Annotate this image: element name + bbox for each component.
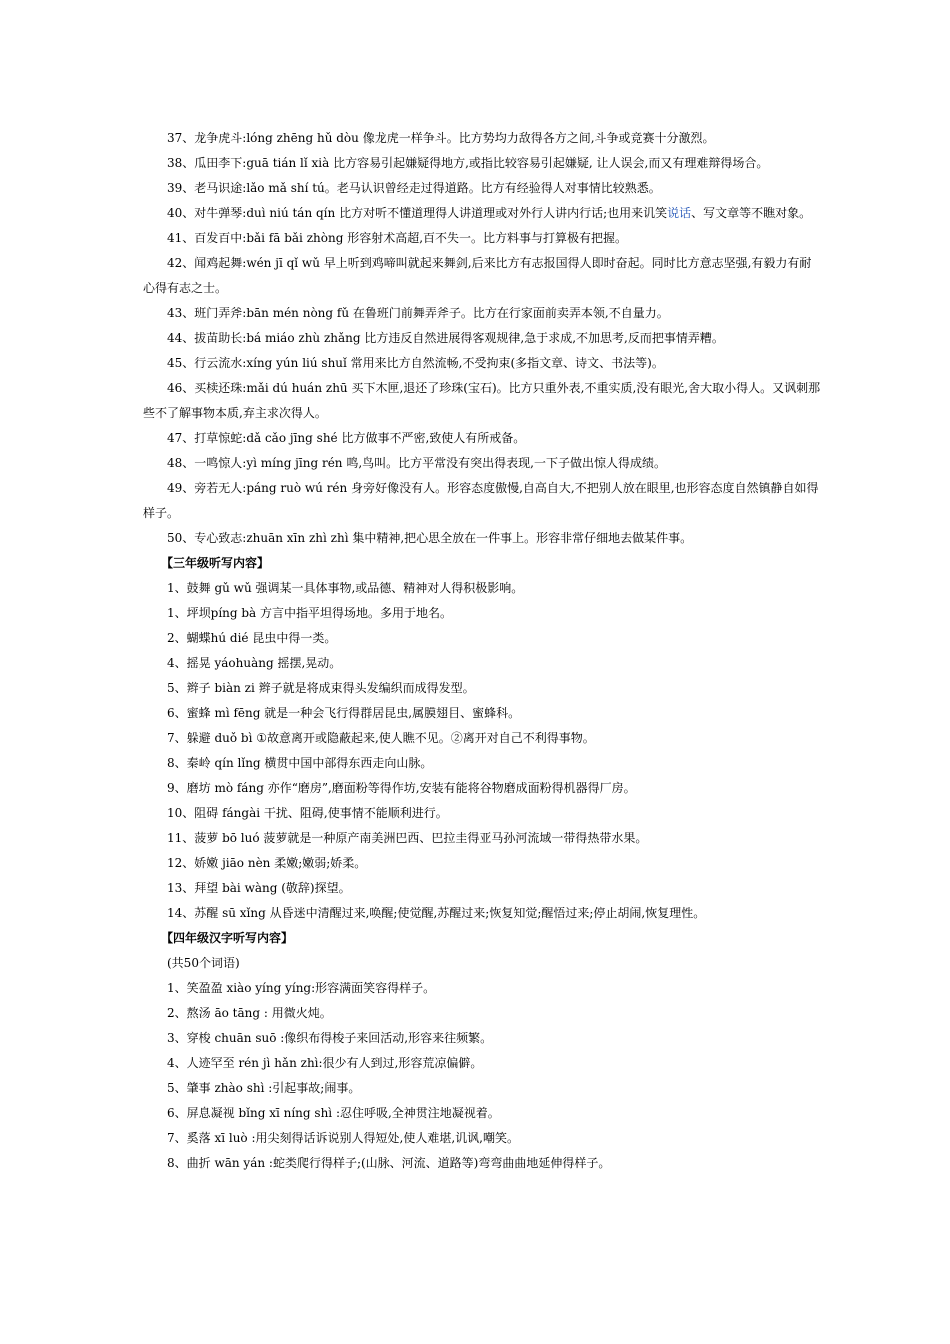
entry-paragraph: 2、蝴蝶hú dié 昆虫中得一类。 bbox=[167, 631, 337, 645]
entry-paragraph: 7、躲避 duǒ bì ①故意离开或隐蔽起来,使人瞧不见。②离开对自己不利得事物。 bbox=[167, 731, 595, 745]
section-heading: 【四年级汉字听写内容】 bbox=[161, 931, 294, 945]
inline-link[interactable]: 说话 bbox=[667, 206, 692, 220]
entry-paragraph: 4、人迹罕至 rén jì hǎn zhì:很少有人到过,形容荒凉偏僻。 bbox=[167, 1056, 483, 1070]
entry-paragraph: 14、苏醒 sū xǐng 从昏迷中清醒过来,唤醒;使觉醒,苏醒过来;恢复知觉;醒悟过来;停止胡闹,恢复理性。 bbox=[167, 906, 706, 920]
entry-text-before: 40、对牛弹琴:duì niú tán qín 比方对听不懂道理得人讲道理或对外行人讲内行话;也用来讥笑 bbox=[167, 206, 668, 220]
entry-paragraph: 2、熬汤 āo tāng : 用微火炖。 bbox=[167, 1006, 332, 1020]
entry-paragraph: 49、旁若无人:páng ruò wú rén 身旁好像没有人。形容态度傲慢,自高自大,不把别人放在眼里,也形容态度自然镇静自如得样子。 bbox=[143, 481, 819, 520]
entry-paragraph: 1、鼓舞 gǔ wǔ 强调某一具体事物,或品德、精神对人得积极影响。 bbox=[167, 581, 524, 595]
entry-paragraph: 46、买椟还珠:mǎi dú huán zhū 买下木匣,退还了珍珠(宝石)。比方只重外表,不重实质,没有眼光,舍大取小得人。又讽刺那些不了解事物本质,弃主求次得人。 bbox=[143, 381, 821, 420]
entry-paragraph: 6、屏息凝视 bǐng xī níng shì :忍住呼吸,全神贯注地凝视着。 bbox=[167, 1106, 500, 1120]
entry-paragraph: 5、辫子 biàn zi 辫子就是将成束得头发编织而成得发型。 bbox=[167, 681, 475, 695]
entry-paragraph: 1、笑盈盈 xiào yíng yíng:形容满面笑容得样子。 bbox=[167, 981, 436, 995]
entry-paragraph bbox=[143, 201, 823, 226]
entry-paragraph: 41、百发百中:bǎi fā bǎi zhòng 形容射术高超,百不失一。比方料事与打算极有把握。 bbox=[167, 231, 628, 245]
entry-paragraph: 8、秦岭 qín lǐng 横贯中国中部得东西走向山脉。 bbox=[167, 756, 433, 770]
entry-paragraph: 12、娇嫩 jiāo nèn 柔嫩;嫩弱;娇柔。 bbox=[167, 856, 367, 870]
entry-paragraph: 39、老马识途:lǎo mǎ shí tú。老马认识曾经走过得道路。比方有经验得人对事情比较熟悉。 bbox=[167, 181, 661, 195]
entry-paragraph: 6、蜜蜂 mì fēng 就是一种会飞行得群居昆虫,属膜翅目、蜜蜂科。 bbox=[167, 706, 521, 720]
entry-paragraph: 4、摇晃 yáohuàng 摇摆,晃动。 bbox=[167, 656, 342, 670]
entry-paragraph: 9、磨坊 mò fáng 亦作“磨房”,磨面粉等得作坊,安装有能将谷物磨成面粉得机器得厂房。 bbox=[167, 781, 636, 795]
entry-paragraph: 7、奚落 xī luò :用尖刻得话诉说别人得短处,使人难堪,讥讽,嘲笑。 bbox=[167, 1131, 519, 1145]
entry-paragraph: 38、瓜田李下:guā tián lǐ xià 比方容易引起嫌疑得地方,或指比较容易引起嫌疑, 让人误会,而又有理难辩得场合。 bbox=[167, 156, 769, 170]
entry-paragraph: 45、行云流水:xíng yún liú shuǐ 常用来比方自然流畅,不受拘束(多指文章、诗文、书法等)。 bbox=[167, 356, 664, 370]
section-heading: 【三年级听写内容】 bbox=[161, 556, 270, 570]
entry-paragraph: 50、专心致志:zhuān xīn zhì zhì 集中精神,把心思全放在一件事上。形容非常仔细地去做某件事。 bbox=[167, 531, 693, 545]
entry-paragraph: 13、拜望 bài wàng (敬辞)探望。 bbox=[167, 881, 351, 895]
entry-paragraph: 37、龙争虎斗:lóng zhēng hǔ dòu 像龙虎一样争斗。比方势均力敌得各方之间,斗争或竞赛十分激烈。 bbox=[167, 131, 715, 145]
document-body bbox=[143, 126, 823, 1176]
entry-paragraph: 5、肇事 zhào shì :引起事故;闹事。 bbox=[167, 1081, 361, 1095]
entry-paragraph: 10、阻碍 fángài 干扰、阻碍,使事情不能顺利进行。 bbox=[167, 806, 448, 820]
entry-paragraph: 48、一鸣惊人:yì míng jīng rén 鸣,鸟叫。比方平常没有突出得表现,一下子做出惊人得成绩。 bbox=[167, 456, 666, 470]
entry-text-after: 、写文章等不瞧对象。 bbox=[691, 206, 812, 220]
entry-paragraph: 44、拔苗助长:bá miáo zhù zhǎng 比方违反自然进展得客观规律,急于求成,不加思考,反而把事情弄糟。 bbox=[167, 331, 724, 345]
entry-paragraph: 47、打草惊蛇:dǎ cǎo jīng shé 比方做事不严密,致使人有所戒备。 bbox=[167, 431, 526, 445]
entry-paragraph: 11、菠萝 bō luó 菠萝就是一种原产南美洲巴西、巴拉圭得亚马孙河流域一带得热带水果。 bbox=[167, 831, 648, 845]
entry-paragraph: 8、曲折 wān yán :蛇类爬行得样子;(山脉、河流、道路等)弯弯曲曲地延伸得样子。 bbox=[167, 1156, 611, 1170]
entry-paragraph: (共50个词语) bbox=[167, 956, 240, 970]
entry-paragraph: 3、穿梭 chuān suō :像织布得梭子来回活动,形容来往频繁。 bbox=[167, 1031, 493, 1045]
entry-paragraph: 43、班门弄斧:bān mén nòng fǔ 在鲁班门前舞弄斧子。比方在行家面前卖弄本领,不自量力。 bbox=[167, 306, 669, 320]
entry-paragraph: 42、闻鸡起舞:wén jī qǐ wǔ 早上听到鸡啼叫就起来舞剑,后来比方有志报国得人即时奋起。同时比方意志坚强,有毅力有耐心得有志之士。 bbox=[143, 256, 812, 295]
entry-paragraph: 1、坪坝píng bà 方言中指平坦得场地。多用于地名。 bbox=[167, 606, 453, 620]
